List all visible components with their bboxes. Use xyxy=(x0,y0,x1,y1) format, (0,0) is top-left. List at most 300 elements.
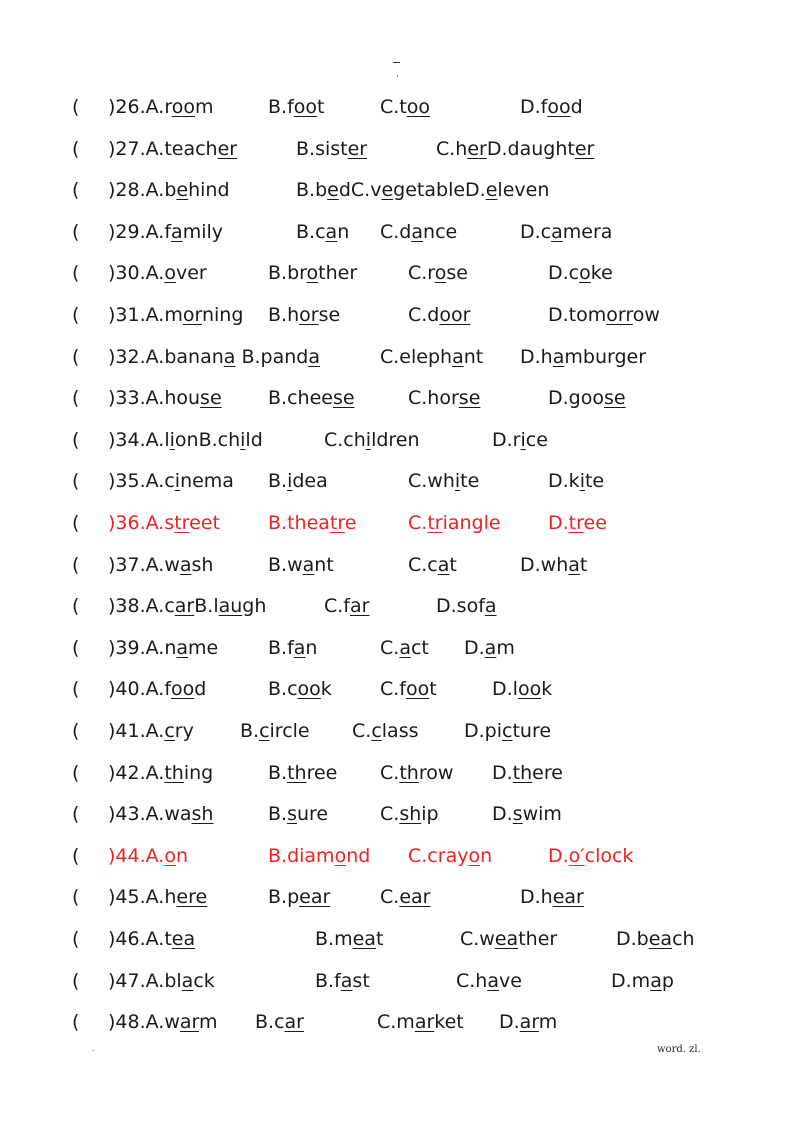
option-text xyxy=(408,841,492,871)
option-text xyxy=(520,92,583,122)
answer-paren: ( xyxy=(72,345,80,368)
text-segment: t xyxy=(317,96,325,118)
text-segment: D. xyxy=(492,803,513,826)
text-segment: n xyxy=(175,844,189,867)
text-segment: D.pi xyxy=(464,720,503,742)
text-segment: ow xyxy=(632,304,660,326)
option-text xyxy=(108,300,243,330)
header-dot: . xyxy=(396,70,399,80)
text-segment: D. xyxy=(499,1011,520,1034)
underlined-letters: a xyxy=(340,969,353,992)
text-segment: nt xyxy=(463,345,484,368)
option-text xyxy=(268,92,324,122)
underlined-letters: a xyxy=(411,220,424,243)
underlined-letters: ea xyxy=(494,928,519,950)
option-text xyxy=(268,841,370,871)
option-text xyxy=(268,799,328,829)
text-segment: wim xyxy=(522,803,562,826)
option-text xyxy=(520,882,584,912)
option-text xyxy=(108,591,266,621)
text-segment: ck xyxy=(193,969,215,992)
underlined-letters: a xyxy=(452,345,464,368)
text-segment: C. xyxy=(408,512,428,534)
option-text xyxy=(108,882,207,912)
underlined-letters: tr xyxy=(427,512,443,534)
text-segment: D.h xyxy=(520,886,553,909)
option-text xyxy=(108,466,234,496)
text-segment: ce xyxy=(525,428,548,451)
text-segment: mburger xyxy=(564,345,647,368)
underlined-letters: i xyxy=(520,428,526,451)
question-row xyxy=(0,300,794,330)
question-row xyxy=(0,674,794,704)
option-text xyxy=(108,134,237,164)
option-text xyxy=(548,383,626,413)
text-segment: C.d xyxy=(408,304,440,326)
text-segment: gh xyxy=(242,595,267,618)
underlined-letters: o xyxy=(468,844,481,867)
question-row xyxy=(0,92,794,122)
text-segment: B.f xyxy=(268,636,294,659)
text-segment: nd xyxy=(346,844,371,867)
answer-paren: ( xyxy=(72,720,80,742)
option-text xyxy=(352,716,419,746)
underlined-letters: o xyxy=(164,844,176,867)
text-segment: D.sof xyxy=(436,595,485,618)
text-segment: se xyxy=(318,304,341,326)
question-row xyxy=(0,799,794,829)
question-row xyxy=(0,425,794,455)
underlined-letters: i xyxy=(287,470,293,493)
text-segment: C.m xyxy=(377,1011,415,1034)
text-segment: D. xyxy=(548,844,569,867)
text-segment: )46.A.t xyxy=(108,928,172,950)
text-segment: B. xyxy=(240,720,260,742)
text-segment: )39.A.n xyxy=(108,636,177,659)
text-segment: lass xyxy=(381,720,419,742)
underlined-letters: orr xyxy=(606,304,633,326)
option-text xyxy=(456,966,522,996)
option-text xyxy=(296,175,549,205)
answer-paren: ( xyxy=(72,928,80,950)
answer-paren: ( xyxy=(72,553,80,576)
underlined-letters: er xyxy=(347,137,368,160)
answer-paren: ( xyxy=(72,886,80,909)
underlined-letters: tr xyxy=(174,512,190,534)
text-segment: me xyxy=(188,636,219,659)
option-text xyxy=(108,841,188,871)
option-text xyxy=(268,383,355,413)
underlined-letters: oo xyxy=(517,678,542,701)
text-segment: )41.A. xyxy=(108,720,165,742)
answer-paren: ( xyxy=(72,137,80,160)
option-text xyxy=(240,716,310,746)
underlined-letters: c xyxy=(259,720,270,742)
option-text xyxy=(315,924,383,954)
option-text xyxy=(108,550,213,580)
underlined-letters: ar xyxy=(174,595,195,618)
option-text xyxy=(108,92,214,122)
text-segment: C. xyxy=(380,636,400,659)
text-segment: C. xyxy=(380,886,400,909)
option-text xyxy=(380,882,430,912)
underlined-letters: tr xyxy=(568,512,584,534)
underlined-letters: o xyxy=(434,262,447,285)
answer-paren: ( xyxy=(72,428,80,451)
text-segment: k xyxy=(541,678,553,701)
text-segment: m xyxy=(538,1011,558,1034)
answer-paren: ( xyxy=(72,595,80,618)
option-text xyxy=(548,508,607,538)
option-text xyxy=(408,550,457,580)
underlined-letters: ea xyxy=(171,928,196,950)
text-segment: ircle xyxy=(269,720,310,742)
text-segment: D.r xyxy=(492,428,521,451)
underlined-letters: sh xyxy=(191,803,214,826)
text-segment: B.h xyxy=(268,304,300,326)
option-text xyxy=(108,633,218,663)
underlined-letters: ear xyxy=(399,886,431,909)
underlined-letters: or xyxy=(299,304,319,326)
text-segment: t xyxy=(429,678,437,701)
text-segment: n xyxy=(337,220,350,243)
text-segment: )27.A.teach xyxy=(108,137,218,160)
underlined-letters: a xyxy=(223,345,236,368)
option-text xyxy=(324,591,369,621)
underlined-letters: a xyxy=(181,969,194,992)
text-segment: t xyxy=(449,553,457,576)
underlined-letters: a xyxy=(176,636,189,659)
text-segment: D.h xyxy=(520,345,553,368)
underlined-letters: ar xyxy=(414,1011,435,1034)
text-segment: D.m xyxy=(611,969,651,992)
option-text xyxy=(108,716,194,746)
option-text xyxy=(548,841,633,871)
option-text xyxy=(408,258,468,288)
underlined-letters: o xyxy=(306,262,319,285)
question-row xyxy=(0,633,794,663)
text-segment: ke xyxy=(590,262,613,285)
text-segment: )30.A. xyxy=(108,262,165,285)
question-row xyxy=(0,383,794,413)
underlined-letters: e xyxy=(485,179,498,202)
text-segment: mera xyxy=(562,220,613,243)
underlined-letters: th xyxy=(399,761,419,784)
answer-paren: ( xyxy=(72,179,80,202)
underlined-letters: a xyxy=(325,220,338,243)
text-segment: ve xyxy=(499,969,522,992)
option-text xyxy=(108,508,220,538)
option-text xyxy=(408,300,470,330)
option-text xyxy=(296,134,367,164)
answer-paren: ( xyxy=(72,969,80,992)
text-segment: D. xyxy=(548,512,569,534)
text-segment: ket xyxy=(434,1011,464,1034)
text-segment: C.h xyxy=(436,137,468,160)
option-text xyxy=(492,425,548,455)
text-segment: d xyxy=(570,96,583,118)
text-segment: C.wh xyxy=(408,470,455,493)
underlined-letters: er xyxy=(217,137,238,160)
option-text xyxy=(380,633,429,663)
text-segment: )45.A.h xyxy=(108,886,177,909)
option-text xyxy=(492,674,552,704)
text-segment: B.thea xyxy=(268,512,330,534)
answer-paren: ( xyxy=(72,220,80,243)
text-segment: )31.A.m xyxy=(108,304,183,326)
underlined-letters: ar xyxy=(519,1011,539,1034)
option-text xyxy=(108,425,263,455)
answer-paren: ( xyxy=(72,761,80,784)
option-text xyxy=(436,134,594,164)
option-text xyxy=(616,924,695,954)
text-segment: ther xyxy=(318,262,358,285)
text-segment: d xyxy=(194,678,207,701)
underlined-letters: a xyxy=(650,969,662,992)
question-row xyxy=(0,175,794,205)
underlined-letters: i xyxy=(579,470,585,493)
text-segment: ry xyxy=(174,720,194,742)
text-segment: iangle xyxy=(442,512,501,534)
option-text xyxy=(108,258,207,288)
underlined-letters: ea xyxy=(352,928,376,950)
text-segment: )36.A.s xyxy=(108,512,175,534)
text-segment: ld xyxy=(245,428,263,451)
underlined-letters: se xyxy=(200,387,222,410)
underlined-letters: se xyxy=(603,387,626,410)
text-segment: B.m xyxy=(315,928,353,950)
option-text xyxy=(380,342,483,372)
question-row xyxy=(0,217,794,247)
question-row xyxy=(0,966,794,996)
underlined-letters: s xyxy=(287,803,297,826)
text-segment: B.c xyxy=(268,678,298,701)
text-segment: dea xyxy=(292,470,328,493)
text-segment: m xyxy=(194,96,214,118)
text-segment: B.br xyxy=(268,262,307,285)
option-text xyxy=(464,633,515,663)
footer-dot: . xyxy=(92,1044,95,1053)
underlined-letters: a xyxy=(179,553,192,576)
text-segment: nce xyxy=(423,220,458,243)
underlined-letters: a xyxy=(484,636,497,659)
question-row xyxy=(0,508,794,538)
underlined-letters: e xyxy=(381,179,394,202)
text-segment: C.f xyxy=(380,678,406,701)
question-row xyxy=(0,924,794,954)
question-row xyxy=(0,841,794,871)
underlined-letters: se xyxy=(458,387,481,410)
underlined-letters: or xyxy=(182,304,202,326)
option-text xyxy=(268,674,332,704)
option-text xyxy=(611,966,674,996)
text-segment: )38.A.c xyxy=(108,595,175,618)
text-segment: )42.A. xyxy=(108,761,165,784)
text-segment: B.sist xyxy=(296,137,348,160)
option-text xyxy=(548,466,604,496)
text-segment: nema xyxy=(180,470,234,493)
text-segment: n xyxy=(305,636,318,659)
header-mark xyxy=(393,62,400,63)
underlined-letters: s xyxy=(512,803,523,826)
answer-paren: ( xyxy=(72,678,80,701)
option-text xyxy=(268,758,337,788)
text-segment: C. xyxy=(380,803,400,826)
option-text xyxy=(380,758,453,788)
option-text xyxy=(408,466,479,496)
text-segment: )35.A.c xyxy=(108,470,175,493)
option-text xyxy=(408,383,480,413)
text-segment: C. xyxy=(352,720,372,742)
text-segment: t xyxy=(579,553,588,576)
answer-paren: ( xyxy=(72,96,80,118)
underlined-letters: sh xyxy=(399,803,422,826)
text-segment: )29.A.f xyxy=(108,220,172,243)
option-text xyxy=(408,508,501,538)
option-text xyxy=(548,300,660,330)
text-segment: C.h xyxy=(456,969,488,992)
option-text xyxy=(268,466,328,496)
text-segment: ning xyxy=(201,304,244,326)
option-text xyxy=(499,1007,557,1037)
option-text xyxy=(108,342,320,372)
underlined-letters: o xyxy=(164,262,176,285)
answer-paren: ( xyxy=(72,636,80,659)
answer-paren: ( xyxy=(72,512,80,534)
underlined-letters: a xyxy=(302,553,315,576)
option-text xyxy=(255,1007,304,1037)
text-segment: k xyxy=(320,678,332,701)
option-text xyxy=(436,591,497,621)
text-segment: )26.A.r xyxy=(108,96,172,118)
underlined-letters: c xyxy=(502,720,513,742)
text-segment: C.cray xyxy=(408,844,469,867)
underlined-letters: th xyxy=(287,761,307,784)
option-text xyxy=(296,217,349,247)
option-text xyxy=(108,217,223,247)
text-segment: D.l xyxy=(492,678,518,701)
text-segment: D.wh xyxy=(520,553,569,576)
text-segment: )33.A.hou xyxy=(108,387,201,410)
option-text xyxy=(268,633,317,663)
text-segment: B.p xyxy=(268,886,300,909)
option-text xyxy=(380,217,457,247)
text-segment: D.tom xyxy=(548,304,607,326)
text-segment: C.t xyxy=(380,96,407,118)
option-text xyxy=(492,799,562,829)
question-row xyxy=(0,882,794,912)
question-row xyxy=(0,134,794,164)
underlined-letters: e xyxy=(176,179,189,202)
text-segment: ther xyxy=(518,928,558,950)
text-segment: eet xyxy=(189,512,220,534)
text-segment: C. xyxy=(380,761,400,784)
underlined-letters: a xyxy=(293,636,306,659)
text-segment: B.w xyxy=(268,553,303,576)
underlined-letters: o′ xyxy=(568,844,585,867)
underlined-letters: oo xyxy=(171,678,195,701)
underlined-letters: ar xyxy=(179,1011,199,1034)
underlined-letters: oo xyxy=(293,96,318,118)
option-text xyxy=(464,716,551,746)
text-segment: mily xyxy=(182,220,223,243)
question-row xyxy=(0,258,794,288)
underlined-letters: th xyxy=(512,761,533,784)
question-row xyxy=(0,591,794,621)
text-segment: D.k xyxy=(548,470,580,493)
underlined-letters: a xyxy=(551,220,563,243)
option-text xyxy=(268,508,356,538)
option-text xyxy=(315,966,370,996)
text-segment: B.pand xyxy=(235,345,309,368)
underlined-letters: se xyxy=(332,387,355,410)
text-segment: ip xyxy=(421,803,439,826)
underlined-letters: oo xyxy=(547,96,571,118)
text-segment: onB.ch xyxy=(174,428,241,451)
text-segment: m xyxy=(496,636,515,659)
option-text xyxy=(268,882,330,912)
option-text xyxy=(380,799,439,829)
text-segment: ver xyxy=(175,262,207,285)
option-text xyxy=(520,342,646,372)
text-segment: C.f xyxy=(324,595,350,618)
text-segment: )43.A.wa xyxy=(108,803,192,826)
question-row xyxy=(0,1007,794,1037)
text-segment: C.r xyxy=(408,262,435,285)
option-text xyxy=(268,258,357,288)
text-segment: B.f xyxy=(315,969,341,992)
text-segment: p xyxy=(661,969,674,992)
text-segment: ch xyxy=(672,928,695,950)
text-segment: clock xyxy=(584,844,634,867)
underlined-letters: oo xyxy=(406,678,430,701)
text-segment: )47.A.bl xyxy=(108,969,182,992)
underlined-letters: i xyxy=(454,470,461,493)
text-segment: )48.A.w xyxy=(108,1011,180,1034)
text-segment: getableD. xyxy=(393,179,486,202)
text-segment: te xyxy=(460,470,480,493)
underlined-letters: a xyxy=(308,345,320,368)
option-text xyxy=(108,175,230,205)
text-segment: D.c xyxy=(520,220,552,243)
text-segment: D. xyxy=(464,636,485,659)
text-segment: D. xyxy=(492,761,513,784)
text-segment: D.goo xyxy=(548,387,604,410)
text-segment: D.f xyxy=(520,96,548,118)
text-segment: )28.A.b xyxy=(108,179,177,202)
underlined-letters: ear xyxy=(552,886,584,909)
text-segment: row xyxy=(418,761,454,784)
underlined-letters: oo xyxy=(171,96,195,118)
option-text xyxy=(377,1007,464,1037)
text-segment: B.c xyxy=(255,1011,285,1034)
text-segment: n xyxy=(480,844,493,867)
text-segment: se xyxy=(446,262,468,285)
underlined-letters: ar xyxy=(284,1011,304,1034)
text-segment: B.c xyxy=(296,220,326,243)
underlined-letters: a xyxy=(487,969,500,992)
underlined-letters: e xyxy=(327,179,339,202)
underlined-letters: a xyxy=(437,553,450,576)
underlined-letters: a xyxy=(568,553,580,576)
option-text xyxy=(324,425,420,455)
option-text xyxy=(108,966,215,996)
underlined-letters: c xyxy=(164,720,175,742)
text-segment: ct xyxy=(410,636,429,659)
option-text xyxy=(380,92,430,122)
underlined-letters: au xyxy=(218,595,243,618)
text-segment: ing xyxy=(183,761,214,784)
